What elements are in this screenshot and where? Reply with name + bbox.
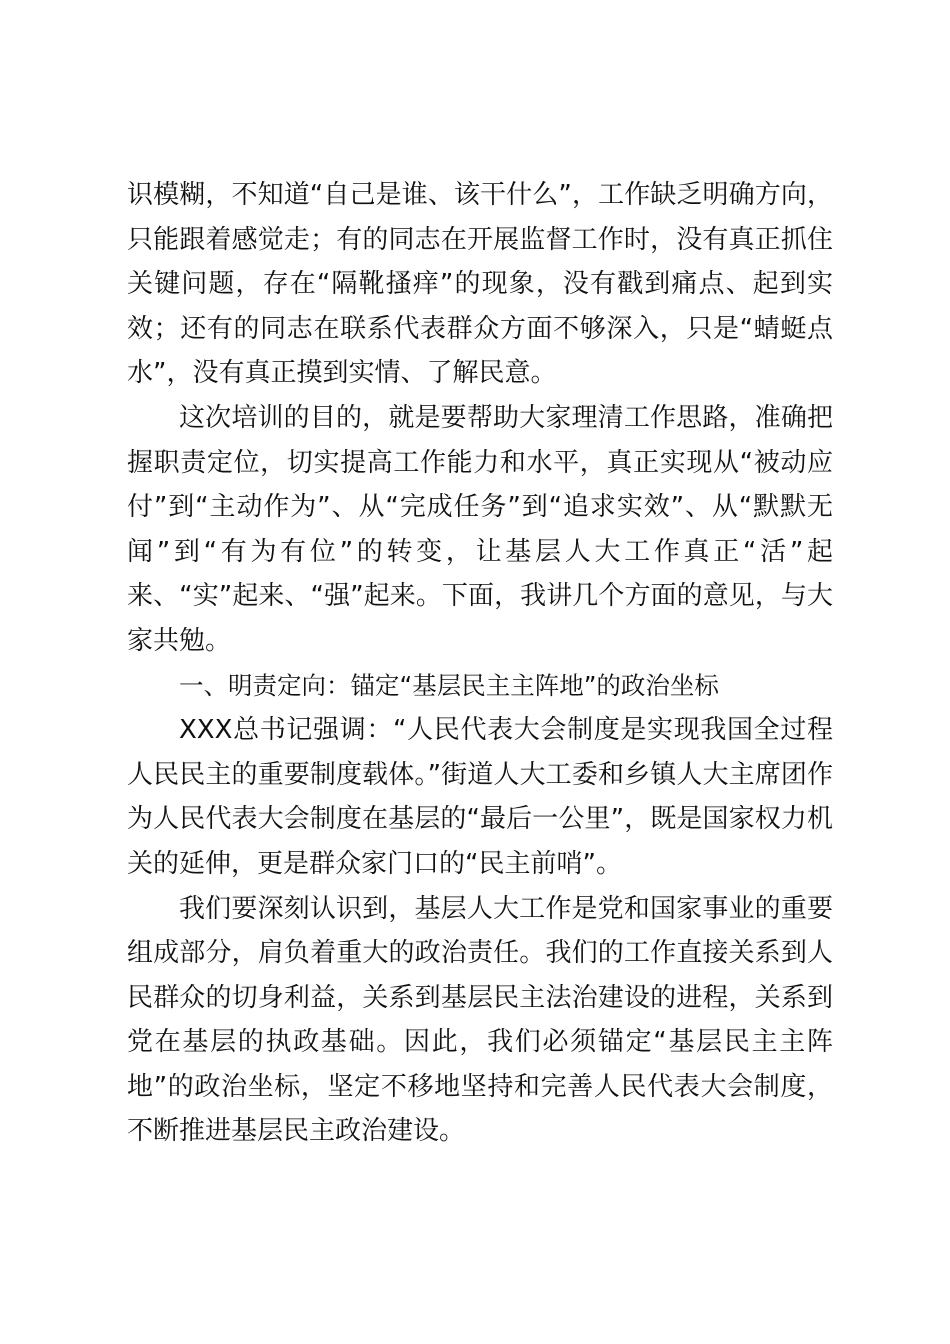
paragraph-responsibility: 我们要深刻认识到，基层人大工作是党和国家事业的重要组成部分，肩负着重大的政治责任。我们的工作直接关系到人民群众的切身利益，关系到基层民主法治建设的进程，关系到党在基层的执政基础。因此，我们必须锚定“基层民主主阵地”的政治坐标，坚定不移地坚持和完善人民代表大会制度，不断推进基层民主政治建设。: [127, 893, 833, 1147]
section-heading: 一、明责定向：锚定“基层民主主阵地”的政治坐标: [179, 670, 719, 700]
paragraph-continuation: 识模糊，不知道“自己是谁、该干什么”，工作缺乏明确方向，只能跟着感觉走；有的同志在开展监督工作时，没有真正抓住关键问题，存在“隔靴搔痒”的现象，没有戳到痛点、起到实效；还有的同志在联系代表群众方面不够深入，只是“蜻蜓点水”，没有真正摸到实情、了解民意。: [127, 180, 833, 389]
paragraph-quote: XXX总书记强调：“人民代表大会制度是实现我国全过程人民民主的重要制度载体。”街道人大工委和乡镇人大主席团作为人民代表大会制度在基层的“最后一公里”，既是国家权力机关的延伸，更是群众家门口的“民主前哨”。: [127, 715, 833, 879]
document-body: [127, 173, 833, 1154]
paragraph-training-purpose: 这次培训的目的，就是要帮助大家理清工作思路，准确把握职责定位，切实提高工作能力和水平，真正实现从“被动应付”到“主动作为”、从“完成任务”到“追求实效”、从“默默无闻”到“有为有位”的转变，让基层人大工作真正“活”起来、“实”起来、“强”起来。下面，我讲几个方面的意见，与大家共勉。: [127, 402, 833, 656]
